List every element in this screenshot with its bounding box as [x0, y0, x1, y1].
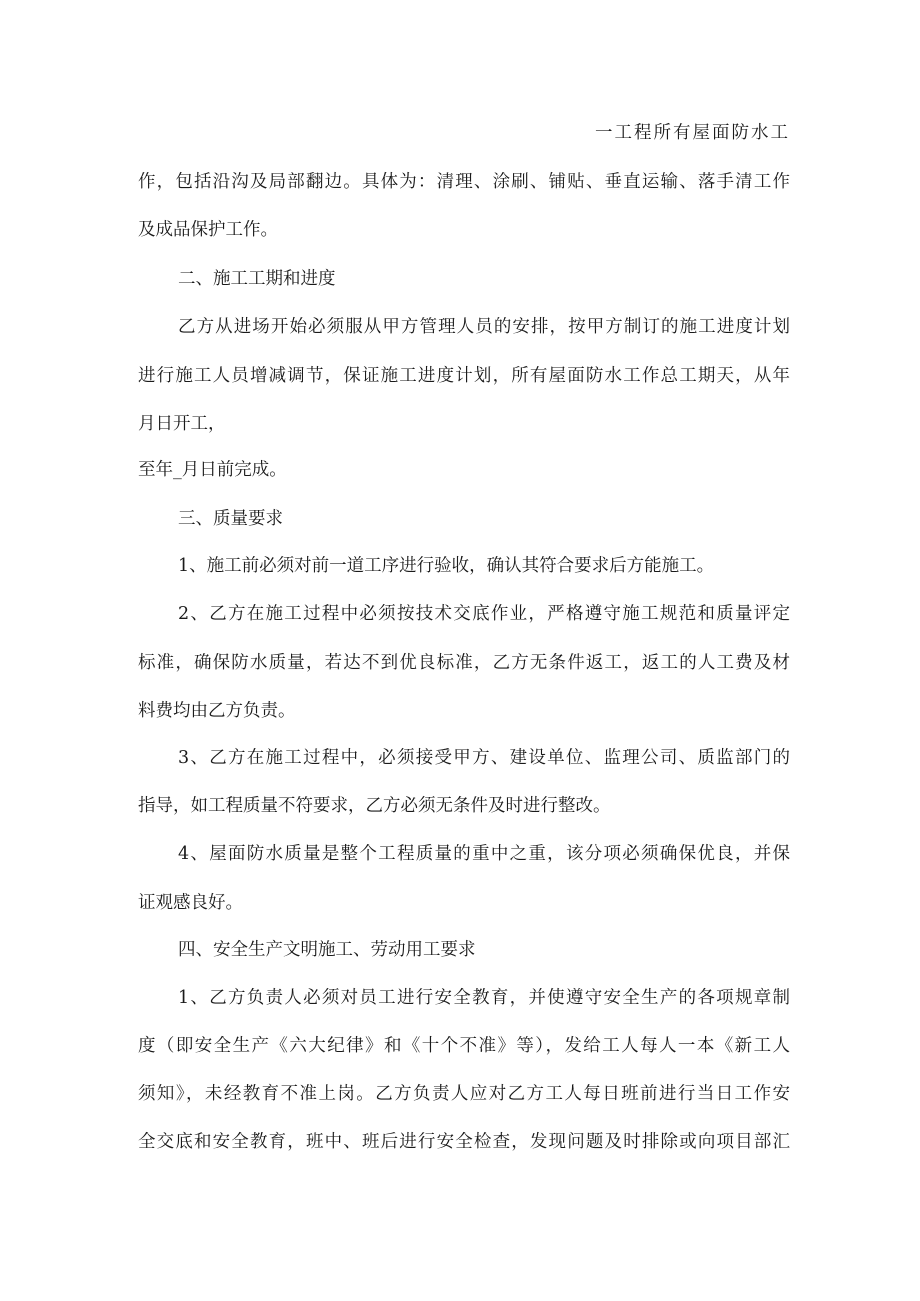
text-line: 须知》，未经教育不准上岗。乙方负责人应对乙方工人每日班前进行当日工作安 [138, 1084, 790, 1104]
section-heading: 三、质量要求 [178, 509, 283, 529]
text-line: 证观感良好。 [138, 893, 243, 913]
text-line: 月日开工， [138, 414, 226, 434]
text-line: 标准，确保防水质量，若达不到优良标准，乙方无条件返工，返工的人工费及材 [138, 653, 790, 673]
section-heading: 四、安全生产文明施工、劳动用工要求 [178, 940, 476, 960]
text-line: 1、施工前必须对前一道工序进行验收，确认其符合要求后方能施工。 [178, 556, 715, 576]
section-heading: 二、施工工期和进度 [178, 269, 336, 289]
text-line: 作，包括沿沟及局部翻边。具体为：清理、涂刷、铺贴、垂直运输、落手清工作 [138, 172, 790, 192]
text-line: 4、屋面防水质量是整个工程质量的重中之重，该分项必须确保优良，并保 [178, 844, 790, 864]
text-line: 2、乙方在施工过程中必须按技术交底作业，严格遵守施工规范和质量评定 [178, 604, 790, 624]
text-line: 及成品保护工作。 [138, 220, 278, 240]
text-line: 至年_月日前完成。 [138, 460, 287, 480]
text-line: 全交底和安全教育，班中、班后进行安全检查，发现问题及时排除或向项目部汇 [138, 1132, 790, 1152]
text-line: 度（即安全生产《六大纪律》和《十个不准》等），发给工人每人一本《新工人 [138, 1036, 790, 1056]
text-line: 料费均由乙方负责。 [138, 701, 296, 721]
text-line: 3、乙方在施工过程中，必须接受甲方、建设单位、监理公司、质监部门的 [178, 748, 790, 768]
text-line: 一工程所有屋面防水工 [595, 123, 790, 143]
text-line: 进行施工人员增减调节，保证施工进度计划，所有屋面防水工作总工期天，从年 [138, 366, 790, 386]
text-line: 1、乙方负责人必须对员工进行安全教育，并使遵守安全生产的各项规章制 [178, 988, 790, 1008]
text-line: 乙方从进场开始必须服从甲方管理人员的安排，按甲方制订的施工进度计划 [178, 317, 790, 337]
text-line: 指导，如工程质量不符要求，乙方必须无条件及时进行整改。 [138, 796, 611, 816]
